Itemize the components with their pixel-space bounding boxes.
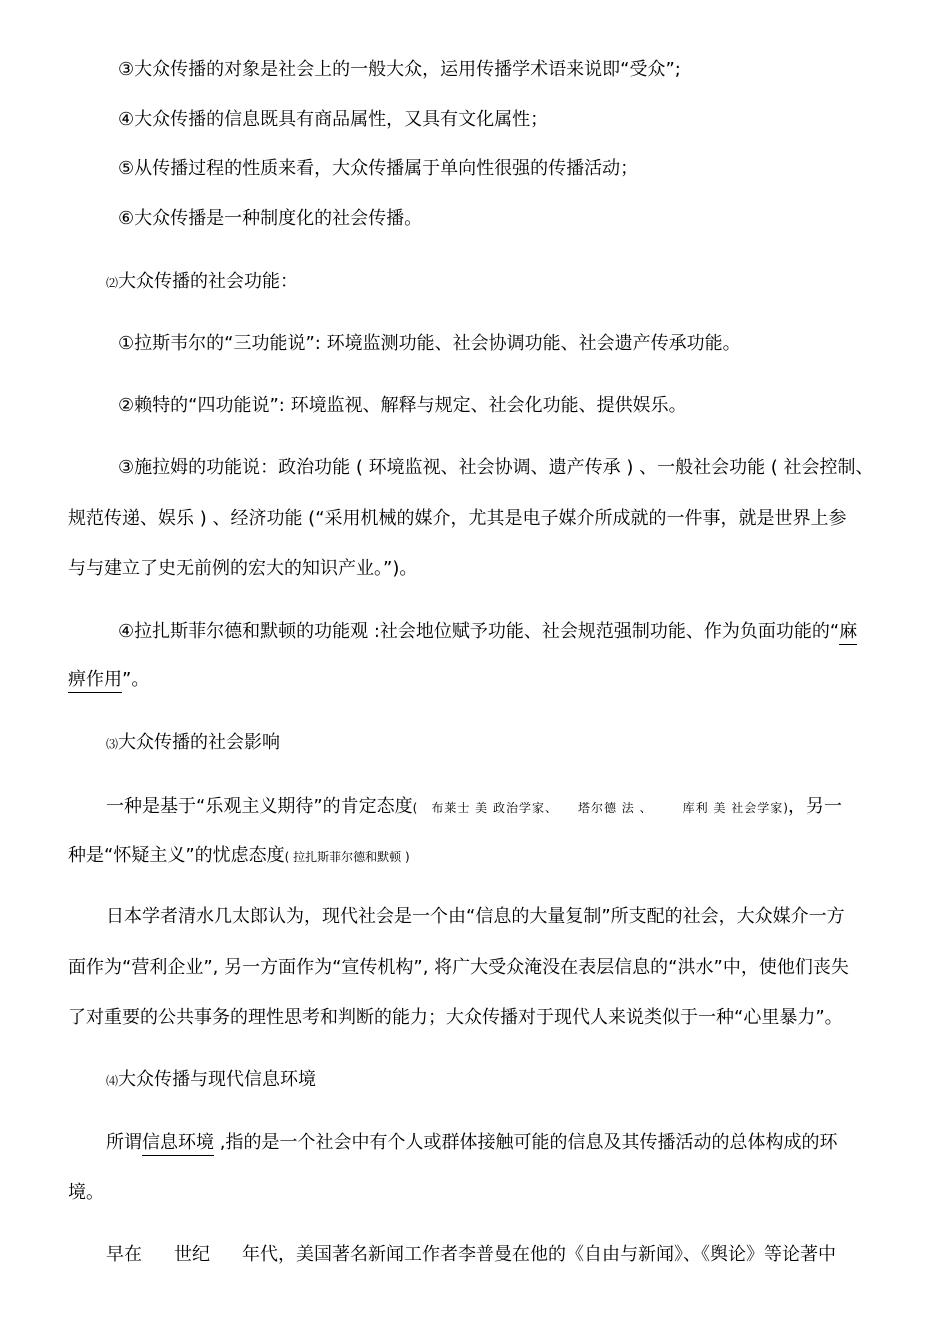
- section-number: ⑵: [106, 276, 119, 290]
- section-heading-4: [106, 1068, 316, 1093]
- list-item-4: ④大众传播的信息既具有商品属性，又具有文化属性；: [118, 109, 549, 130]
- section-title: 大众传播与现代信息环境: [118, 1069, 317, 1090]
- list-item-5: ⑤从传播过程的性质来看，大众传播属于单向性很强的传播活动；: [118, 158, 639, 179]
- underlined-term: 痹作用: [68, 669, 122, 693]
- scholar-3: 库利 美 社会学家: [682, 801, 784, 815]
- section-heading-2: [106, 270, 298, 295]
- list-item-6: ⑥大众传播是一种制度化的社会传播。: [118, 208, 423, 229]
- section-number: ⑷: [106, 1074, 119, 1088]
- attitude-text-end: ，另一: [787, 796, 842, 817]
- list-item-3: ③大众传播的对象是社会上的一般大众，运用传播学术语来说即“受众”;: [118, 59, 681, 80]
- shimizu-para-line-1: 日本学者清水几太郎认为，现代社会是一个由“信息的大量复制”所支配的社会，大众媒介一方: [106, 906, 845, 927]
- shimizu-para-line-3: 了对重要的公共事务的理性思考和判断的能力；大众传播对于现代人来说类似于一种“心里暴力”。: [68, 1007, 843, 1028]
- function-item-4-text-end: ”。: [122, 669, 150, 690]
- function-item-4-line-1: [118, 620, 857, 644]
- info-env-para-line-1: [106, 1131, 837, 1155]
- section-title: 大众传播的社会功能：: [118, 271, 299, 292]
- function-item-3-line-1: ③施拉姆的功能说：政治功能 ( 环境监视、社会协调、遗产传承 ) 、一般社会功能 ( 社会控制、: [118, 457, 874, 478]
- section-heading-3: [106, 731, 280, 756]
- shimizu-para-line-2: 面作为“营利企业”, 另一方面作为“宣传机构”, 将广大受众淹没在表层信息的“洪水”中，使他们丧失: [68, 957, 849, 978]
- section-number: ⑶: [106, 737, 119, 751]
- paren-open: (: [412, 801, 418, 815]
- underlined-term: 信息环境: [142, 1132, 214, 1156]
- lippmann-word-2: 世纪: [174, 1244, 210, 1265]
- attitude-text: 一种是基于“乐观主义期待”的肯定态度: [106, 796, 413, 817]
- function-item-3-line-2: 规范传递、娱乐 ) 、经济功能 (“采用机械的媒介，尤其是电子媒介所成就的一件事，就是世界上参: [68, 508, 847, 529]
- attitude-text: 种是“怀疑主义”的忧虑态度: [68, 845, 285, 866]
- lippmann-para-line-1: [106, 1243, 836, 1267]
- attitude-para-line-2: [68, 844, 410, 869]
- info-env-para-line-2: 境。: [68, 1182, 104, 1203]
- attitude-para-line-1: [106, 795, 842, 820]
- function-item-4-text: ④拉扎斯菲尔德和默顿的功能观 :社会地位赋予功能、社会规范强制功能、作为负面功能的“: [118, 621, 840, 642]
- scholar-2: 塔尔德 法 、: [577, 801, 653, 815]
- paren-close: ): [783, 801, 788, 815]
- function-item-4-line-2: [68, 668, 149, 692]
- lippmann-text: 年代，美国著名新闻工作者李普曼在他的《自由与新闻》、《舆论》等论著中: [242, 1244, 836, 1265]
- scholar-1: 布莱士 美 政治学家、: [431, 801, 558, 815]
- underlined-term: 麻: [839, 621, 857, 645]
- scholar-note: ( 拉扎斯菲尔德和默顿 ): [284, 850, 410, 864]
- section-title: 大众传播的社会影响: [118, 732, 281, 753]
- info-env-text-end: ,指的是一个社会中有个人或群体接触可能的信息及其传播活动的总体构成的环: [214, 1132, 838, 1153]
- function-item-1: ①拉斯韦尔的“三功能说”: 环境监测功能、社会协调功能、社会遗产传承功能。: [118, 333, 741, 354]
- lippmann-word-1: 早在: [106, 1244, 142, 1265]
- function-item-2: ②赖特的“四功能说”: 环境监视、解释与规定、社会化功能、提供娱乐。: [118, 395, 687, 416]
- function-item-3-line-3: 与与建立了史无前例的宏大的知识产业。”)。: [68, 558, 418, 579]
- info-env-text: 所谓: [106, 1132, 142, 1153]
